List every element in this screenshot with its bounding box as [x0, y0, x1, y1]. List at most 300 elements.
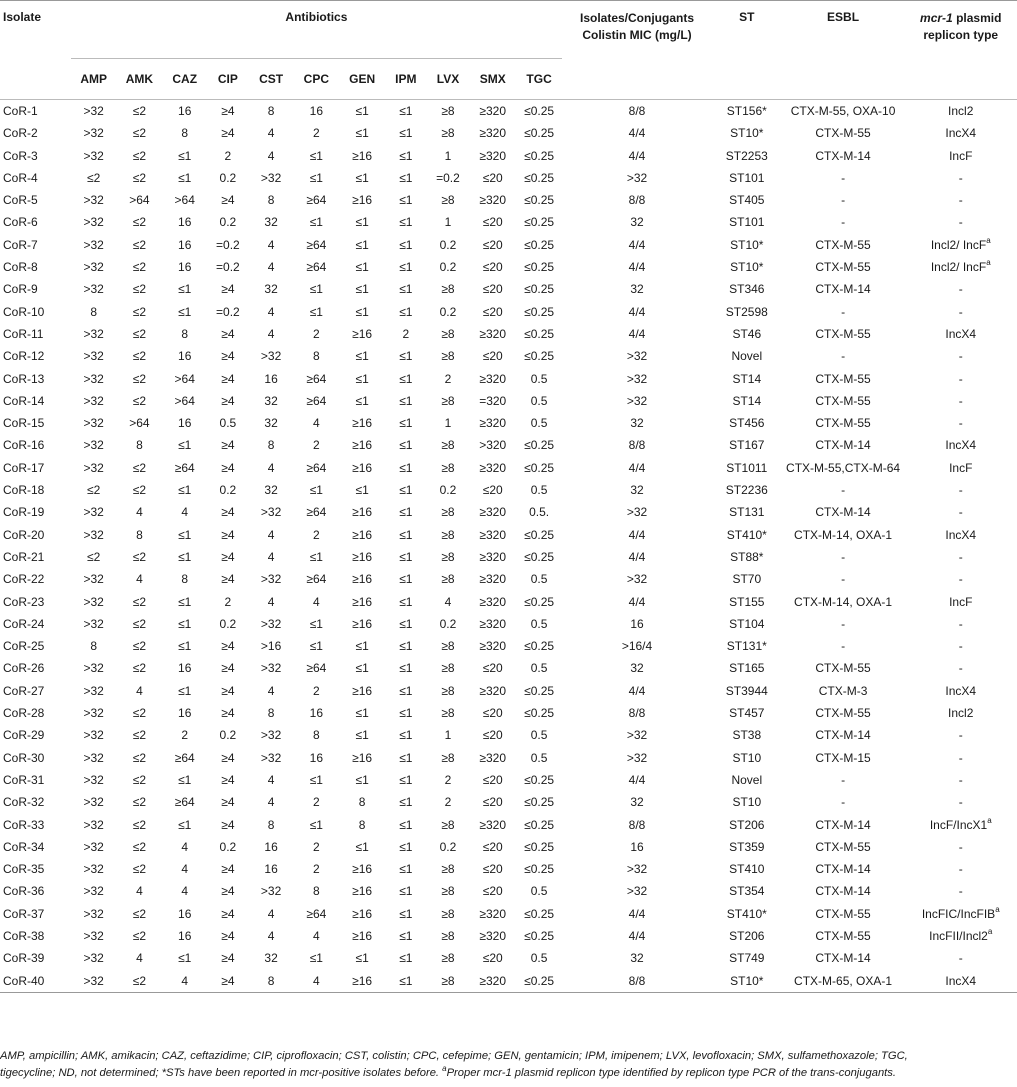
header-antibiotic-col: IPM — [385, 59, 427, 100]
cell-mic-value: ≤20 — [482, 862, 503, 877]
cell-colistin-mic: 32 — [630, 416, 644, 431]
cell-replicon — [904, 814, 1017, 836]
cell-isolate: CoR-39 — [3, 951, 45, 966]
cell-mic-value: >64 — [129, 416, 150, 431]
cell-mic-value: 16 — [309, 750, 324, 765]
cell-st: ST410* — [726, 527, 767, 542]
cell-st: ST156* — [726, 104, 767, 118]
cell-mic-value: ≤1 — [309, 549, 323, 564]
cell-mic-value: ≥320 — [479, 460, 507, 475]
cell-replicon — [904, 925, 1017, 947]
cell-mic-value: 0.5 — [530, 483, 548, 498]
cell-mic-value: 4 — [267, 148, 275, 163]
header-st: ST — [712, 1, 782, 100]
cell-mic-value: ≤1 — [399, 416, 413, 431]
footnote-sup-mark: a — [442, 1064, 447, 1073]
cell-esbl: - — [841, 304, 846, 319]
cell-replicon — [904, 635, 1017, 657]
cell-mic-value: ≤1 — [178, 594, 192, 609]
table-row — [0, 345, 1017, 367]
cell-mic-value: ≤1 — [178, 549, 192, 564]
cell-mic-value: 0.5 — [219, 416, 237, 431]
cell-mic-value: 8 — [181, 572, 189, 587]
cell-isolate: CoR-25 — [3, 639, 45, 654]
cell-mic-value: ≤2 — [132, 661, 147, 676]
cell-mic-value: ≤1 — [355, 126, 369, 141]
cell-mic-value: ≥4 — [221, 193, 235, 208]
cell-mic-value: 16 — [178, 416, 192, 431]
cell-isolate: CoR-22 — [3, 572, 45, 587]
cell-replicon-text: - — [958, 639, 963, 654]
cell-mic-value: >32 — [83, 772, 104, 787]
cell-mic-value: ≥16 — [352, 326, 373, 341]
cell-mic-value: ≤20 — [482, 260, 503, 275]
cell-mic-value: ≤0.25 — [524, 260, 555, 275]
cell-mic-value: ≥4 — [221, 393, 235, 408]
cell-isolate: CoR-26 — [3, 661, 45, 676]
cell-mic-value: ≤2 — [132, 126, 147, 141]
cell-mic-value: 0.5 — [530, 393, 548, 408]
cell-mic-value: ≥320 — [479, 549, 507, 564]
cell-mic-value: ≥64 — [306, 906, 327, 921]
cell-replicon-text: IncX4 — [945, 683, 977, 698]
cell-mic-value: ≤2 — [132, 750, 147, 765]
cell-st: Novel — [731, 349, 763, 364]
cell-mic-value: ≥8 — [441, 683, 455, 698]
cell-colistin-mic: 8/8 — [628, 104, 646, 118]
cell-mic-value: ≤1 — [399, 505, 413, 520]
cell-replicon-text: Incl2 — [948, 104, 974, 118]
cell-mic-value: 8 — [181, 126, 189, 141]
cell-replicon-text: - — [958, 951, 963, 966]
cell-mic-value: ≥4 — [221, 862, 235, 877]
header-antibiotic-col: CIP — [207, 59, 249, 100]
cell-mic-value: ≤2 — [132, 839, 147, 854]
cell-mic-value: ≤0.25 — [524, 839, 555, 854]
cell-mic-value: ≥320 — [479, 416, 507, 431]
cell-replicon-text: - — [958, 393, 963, 408]
cell-mic-value: 2 — [181, 728, 189, 743]
cell-esbl: CTX-M-55 — [815, 416, 871, 431]
cell-mic-value: ≤2 — [132, 772, 147, 787]
cell-mic-value: =320 — [479, 393, 507, 408]
cell-replicon — [904, 524, 1017, 546]
cell-colistin-mic: 8/8 — [628, 438, 646, 453]
cell-mic-value: ≥8 — [441, 126, 455, 141]
cell-esbl: - — [841, 483, 846, 498]
cell-replicon-text: Incl2/ IncF — [930, 260, 987, 275]
cell-mic-value: >32 — [260, 349, 282, 364]
cell-mic-value: ≥320 — [479, 505, 507, 520]
cell-mic-value: ≥8 — [427, 970, 470, 993]
cell-colistin-mic: 32 — [630, 795, 644, 810]
cell-isolate: CoR-33 — [3, 817, 45, 832]
cell-mic-value: ≤0.25 — [524, 817, 555, 832]
cell-st: ST38 — [732, 728, 762, 743]
cell-mic-value: ≥16 — [352, 862, 373, 877]
cell-mic-value: ≤2 — [132, 928, 147, 943]
cell-mic-value: 2 — [444, 772, 452, 787]
cell-mic-value: ≥4 — [221, 884, 235, 899]
cell-mic-value: ≤1 — [399, 772, 413, 787]
cell-mic-value: 8 — [358, 817, 366, 832]
cell-replicon-text: - — [958, 416, 963, 431]
cell-mic-value: ≤1 — [355, 304, 369, 319]
cell-mic-value: ≤1 — [355, 951, 369, 966]
cell-mic-value: ≤1 — [309, 282, 323, 297]
cell-st: ST165 — [729, 661, 765, 676]
cell-mic-value: ≤1 — [355, 371, 369, 386]
cell-mic-value: >32 — [260, 884, 282, 899]
cell-mic-value: ≤1 — [178, 951, 192, 966]
cell-mic-value: ≥8 — [441, 438, 455, 453]
cell-mic-value: 4 — [267, 906, 275, 921]
cell-mic-value: ≤1 — [399, 193, 413, 208]
cell-st: ST405 — [729, 193, 765, 208]
cell-mic-value: ≥16 — [352, 549, 373, 564]
table-row — [0, 814, 1017, 836]
cell-replicon — [904, 368, 1017, 390]
cell-replicon — [904, 546, 1017, 568]
cell-mic-value: ≤1 — [399, 126, 413, 141]
header-replicon-line2: replicon type — [923, 28, 999, 42]
cell-mic-value: >32 — [83, 706, 104, 721]
cell-isolate: CoR-36 — [3, 884, 45, 899]
cell-replicon-text: - — [958, 371, 963, 386]
cell-mic-value: ≤1 — [309, 148, 323, 163]
cell-mic-value: ≤1 — [399, 661, 413, 676]
cell-mic-value: >32 — [260, 572, 282, 587]
cell-mic-value: ≥16 — [352, 505, 373, 520]
cell-mic-value: ≥4 — [221, 906, 235, 921]
cell-mic-value: >32 — [83, 282, 104, 297]
cell-mic-value: ≤2 — [87, 549, 101, 564]
cell-mic-value: ≥4 — [221, 706, 235, 721]
cell-isolate: CoR-9 — [3, 282, 38, 297]
cell-mic-value: ≥64 — [306, 393, 327, 408]
cell-mic-value: ≥16 — [352, 193, 373, 208]
cell-mic-value: ≤20 — [482, 951, 503, 966]
cell-replicon-text: - — [958, 215, 963, 230]
header-antibiotic-col: AMP — [71, 59, 117, 100]
cell-mic-value: ≤20 — [482, 839, 503, 854]
cell-esbl: CTX-M-55 — [815, 126, 871, 141]
cell-mic-value: ≥16 — [352, 148, 373, 163]
cell-mic-value: 8 — [267, 438, 275, 453]
cell-mic-value: ≥8 — [441, 193, 455, 208]
cell-colistin-mic: >32 — [626, 170, 648, 185]
cell-mic-value: 16 — [178, 237, 192, 252]
cell-mic-value: >64 — [129, 193, 150, 208]
cell-mic-value: 0.5 — [530, 951, 548, 966]
cell-mic-value: ≥8 — [441, 460, 455, 475]
cell-replicon-text: IncF — [949, 148, 973, 163]
cell-esbl: CTX-M-55 — [815, 237, 871, 252]
table-row — [0, 100, 1017, 123]
cell-mic-value: ≤1 — [399, 750, 413, 765]
cell-esbl: - — [841, 349, 846, 364]
cell-replicon-text: - — [958, 616, 963, 631]
cell-mic-value: 4 — [267, 594, 275, 609]
cell-mic-value: 4 — [267, 683, 275, 698]
cell-replicon — [904, 122, 1017, 144]
cell-mic-value: 4 — [293, 970, 339, 993]
cell-mic-value: >32 — [83, 438, 104, 453]
cell-mic-value: ≤1 — [385, 970, 427, 993]
replicon-footnote-mark: a — [995, 904, 1000, 914]
cell-mic-value: 4 — [267, 237, 275, 252]
cell-mic-value: >32 — [71, 970, 117, 993]
cell-mic-value: >32 — [83, 572, 104, 587]
cell-mic-value: 0.5 — [530, 416, 548, 431]
header-antibiotic-col: AMK — [117, 59, 163, 100]
cell-mic-value: 4 — [162, 970, 207, 993]
cell-mic-value: ≤0.25 — [524, 906, 555, 921]
cell-mic-value: ≥4 — [221, 326, 235, 341]
cell-mic-value: ≤0.25 — [524, 639, 555, 654]
table-body — [0, 100, 1017, 993]
cell-mic-value: ≤1 — [178, 282, 192, 297]
cell-mic-value: =0.2 — [216, 237, 240, 252]
table-row — [0, 501, 1017, 523]
cell-mic-value: ≥8 — [441, 928, 455, 943]
cell-mic-value: ≥8 — [441, 282, 455, 297]
cell-mic-value: ≥320 — [479, 527, 507, 542]
cell-mic-value: 0.2 — [219, 616, 237, 631]
cell-st: ST14 — [732, 371, 762, 386]
cell-mic-value: ≤1 — [178, 683, 192, 698]
cell-st: ST104 — [729, 616, 765, 631]
replicon-footnote-mark: a — [987, 926, 993, 936]
cell-mic-value: ≤2 — [132, 393, 147, 408]
cell-esbl: - — [841, 193, 846, 208]
cell-mic-value: ≤2 — [87, 483, 101, 498]
cell-mic-value: >16 — [260, 639, 282, 654]
header-replicon — [904, 1, 1017, 100]
cell-st: ST10* — [730, 260, 764, 275]
cell-st: ST206 — [729, 928, 765, 943]
cell-mic-value: ≤0.25 — [524, 460, 555, 475]
cell-mic-value: ≤1 — [178, 772, 192, 787]
cell-isolate: CoR-23 — [3, 594, 45, 609]
cell-mic-value: ≤1 — [399, 393, 413, 408]
cell-st: ST14 — [732, 393, 762, 408]
cell-mic-value: ≤0.25 — [524, 438, 555, 453]
cell-esbl: CTX-M-55 — [815, 661, 871, 676]
cell-mic-value: 0.2 — [439, 237, 457, 252]
cell-mic-value: ≤2 — [87, 170, 101, 185]
cell-colistin-mic: 4/4 — [628, 527, 646, 542]
cell-mic-value: 2 — [444, 371, 452, 386]
cell-mic-value: ≤1 — [399, 795, 413, 810]
cell-mic-value: >32 — [83, 326, 104, 341]
cell-mic-value: ≤20 — [482, 304, 503, 319]
cell-mic-value: 2 — [313, 126, 320, 141]
cell-mic-value: ≤2 — [132, 326, 147, 341]
cell-replicon — [904, 479, 1017, 501]
cell-colistin-mic: >32 — [626, 371, 648, 386]
cell-mic-value: ≥64 — [306, 193, 327, 208]
cell-mic-value: 8 — [249, 970, 294, 993]
cell-mic-value: 16 — [309, 104, 324, 118]
cell-mic-value: 4 — [136, 505, 143, 520]
cell-mic-value: ≤2 — [132, 616, 147, 631]
table-row — [0, 724, 1017, 746]
cell-mic-value: ≤2 — [132, 549, 147, 564]
cell-replicon — [904, 301, 1017, 323]
cell-mic-value: >32 — [83, 750, 104, 765]
cell-replicon-text: - — [958, 170, 963, 185]
header-antibiotic-col: CST — [249, 59, 294, 100]
cell-replicon — [904, 747, 1017, 769]
cell-st: ST155 — [729, 594, 765, 609]
cell-replicon — [904, 434, 1017, 456]
cell-mic-value: ≤1 — [399, 906, 413, 921]
cell-isolate: CoR-3 — [3, 148, 38, 163]
cell-mic-value: ≤1 — [178, 483, 192, 498]
cell-mic-value: ≤0.25 — [524, 282, 555, 297]
cell-mic-value: ≤0.25 — [524, 549, 555, 564]
cell-esbl: - — [841, 639, 846, 654]
cell-mic-value: ≤0.25 — [524, 304, 555, 319]
cell-mic-value: ≤1 — [399, 170, 413, 185]
cell-colistin-mic: >32 — [626, 750, 648, 765]
cell-mic-value: ≥320 — [479, 104, 507, 118]
cell-mic-value: ≤20 — [482, 170, 503, 185]
cell-mic-value: ≥16 — [339, 970, 385, 993]
cell-mic-value: >32 — [83, 862, 104, 877]
cell-replicon — [904, 390, 1017, 412]
cell-mic-value: ≤2 — [117, 970, 163, 993]
cell-mic-value: ≤1 — [355, 237, 369, 252]
cell-mic-value: ≥320 — [479, 928, 507, 943]
cell-mic-value: 16 — [178, 928, 192, 943]
cell-mic-value: ≤1 — [355, 104, 369, 118]
cell-mic-value: ≤1 — [355, 282, 369, 297]
cell-mic-value: >32 — [83, 884, 104, 899]
cell-isolate: CoR-11 — [3, 326, 44, 341]
cell-replicon-text: - — [958, 728, 963, 743]
cell-esbl: CTX-M-14 — [815, 505, 871, 520]
replicon-footnote-mark: a — [986, 235, 991, 245]
table-row — [0, 301, 1017, 323]
cell-mic-value: 16 — [178, 349, 192, 364]
table-row — [0, 903, 1017, 925]
header-antibiotics: Antibiotics — [71, 1, 562, 59]
cell-mic-value: ≥4 — [221, 438, 235, 453]
cell-colistin-mic: 8/8 — [628, 193, 646, 208]
table-row — [0, 390, 1017, 412]
cell-mic-value: 16 — [178, 104, 192, 118]
cell-isolate: CoR-32 — [3, 795, 45, 810]
cell-isolate: CoR-35 — [3, 862, 45, 877]
cell-colistin-mic: 4/4 — [628, 594, 646, 609]
cell-st: ST2236 — [725, 483, 768, 498]
cell-mic-value: ≥8 — [441, 549, 455, 564]
cell-mic-value: ≤0.25 — [516, 970, 562, 993]
cell-isolate: CoR-19 — [3, 505, 45, 520]
cell-esbl: CTX-M-14 — [815, 148, 871, 163]
cell-colistin-mic: 4/4 — [628, 549, 646, 564]
cell-mic-value: ≥4 — [221, 817, 235, 832]
cell-mic-value: ≤1 — [399, 282, 413, 297]
cell-mic-value: 4 — [181, 505, 189, 520]
cell-mic-value: ≥320 — [479, 817, 507, 832]
cell-mic-value: ≤1 — [309, 817, 323, 832]
cell-mic-value: ≤0.25 — [524, 928, 555, 943]
cell-mic-value: ≤1 — [178, 817, 192, 832]
cell-mic-value: ≥64 — [174, 795, 195, 810]
cell-st: ST10* — [712, 970, 782, 993]
cell-mic-value: ≤0.25 — [524, 126, 555, 141]
cell-colistin-mic: 4/4 — [628, 928, 646, 943]
cell-mic-value: 16 — [178, 661, 192, 676]
cell-mic-value: >32 — [83, 817, 104, 832]
cell-mic-value: 4 — [313, 928, 320, 943]
cell-replicon-text: - — [958, 304, 963, 319]
cell-mic-value: ≤20 — [482, 884, 503, 899]
cell-mic-value: >32 — [83, 527, 104, 542]
cell-mic-value: ≤20 — [482, 237, 503, 252]
cell-mic-value: ≥8 — [441, 505, 455, 520]
cell-mic-value: ≤0.25 — [524, 772, 555, 787]
cell-esbl: CTX-M-3 — [818, 683, 868, 698]
cell-replicon-text: - — [958, 862, 963, 877]
cell-mic-value: 0.5 — [530, 750, 548, 765]
cell-isolate: CoR-18 — [3, 483, 45, 498]
cell-isolate: CoR-31 — [3, 772, 45, 787]
cell-mic-value: ≥64 — [306, 505, 327, 520]
cell-mic-value: ≤2 — [132, 282, 147, 297]
cell-colistin-mic: 4/4 — [628, 906, 646, 921]
cell-isolate: CoR-28 — [3, 706, 45, 721]
cell-colistin-mic: >32 — [626, 884, 648, 899]
cell-mic-value: ≤1 — [399, 371, 413, 386]
cell-replicon — [904, 457, 1017, 479]
cell-mic-value: ≤1 — [399, 104, 413, 118]
cell-colistin-mic: 8/8 — [628, 817, 646, 832]
cell-mic-value: ≤2 — [132, 215, 147, 230]
cell-colistin-mic: 32 — [630, 661, 644, 676]
cell-mic-value: ≤2 — [132, 795, 147, 810]
header-colistin-mic — [562, 1, 712, 100]
cell-mic-value: ≤1 — [178, 639, 192, 654]
cell-colistin-mic: >32 — [626, 572, 648, 587]
cell-mic-value: ≤1 — [399, 237, 413, 252]
cell-replicon — [904, 234, 1017, 256]
cell-st: ST346 — [729, 282, 765, 297]
table-row — [0, 278, 1017, 300]
cell-colistin-mic: 4/4 — [628, 683, 646, 698]
cell-esbl: CTX-M-55 — [815, 260, 871, 275]
cell-mic-value: 4 — [444, 594, 452, 609]
cell-mic-value: ≤1 — [399, 839, 413, 854]
cell-esbl: CTX-M-55 — [815, 839, 871, 854]
cell-mic-value: ≤2 — [132, 483, 147, 498]
cell-mic-value: ≤1 — [399, 683, 413, 698]
header-antibiotic-col: LVX — [427, 59, 470, 100]
cell-mic-value: >32 — [83, 795, 104, 810]
table-row — [0, 702, 1017, 724]
cell-st: ST167 — [729, 438, 765, 453]
cell-st: ST70 — [732, 572, 762, 587]
cell-mic-value: 0.2 — [439, 839, 457, 854]
cell-mic-value: 0.5 — [530, 616, 548, 631]
cell-replicon — [904, 613, 1017, 635]
table-row — [0, 747, 1017, 769]
cell-mic-value: >32 — [83, 416, 104, 431]
cell-mic-value: >32 — [83, 193, 104, 208]
